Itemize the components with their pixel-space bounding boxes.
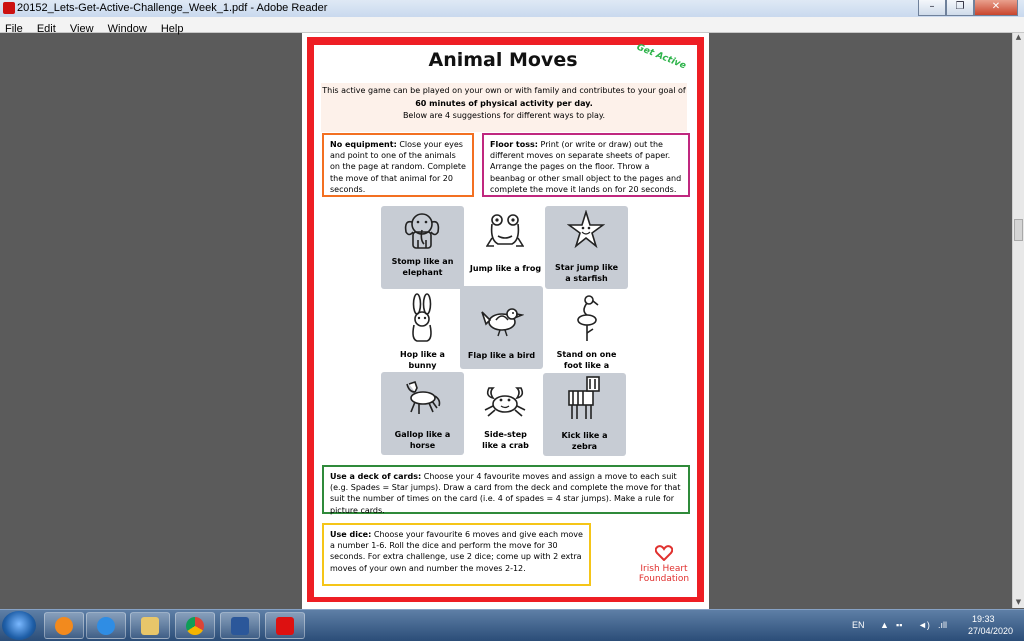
restore-button[interactable]: ❐ <box>946 0 974 16</box>
dice-label: Use dice: <box>330 530 372 539</box>
animal-label-line1: Stomp like an <box>391 257 454 266</box>
animal-label-line1: Gallop like a <box>394 430 451 439</box>
minimize-button[interactable]: – <box>918 0 946 16</box>
animal-card-bunny <box>381 289 464 372</box>
animal-label-line2: a starfish <box>565 274 608 283</box>
animal-label-line1: Hop like a <box>400 350 445 359</box>
animal-label-line2: zebra <box>571 442 598 451</box>
irish-heart-logo <box>636 545 692 584</box>
frog-icon <box>486 210 524 252</box>
scroll-down-icon[interactable]: ▼ <box>1015 598 1022 606</box>
floor-toss-box <box>482 133 690 197</box>
dice-box <box>322 523 591 586</box>
scroll-up-icon[interactable]: ▲ <box>1015 33 1022 41</box>
animal-card-zebra <box>543 373 626 456</box>
tray-expand-icon[interactable]: ▲ <box>880 620 889 630</box>
dice-text: Choose your favourite 6 moves and give each move a number 1-6. Roll the dice and perform the move for 30 seconds. For extra challenge, use 2 dice; come up with 2 extra moves of your own and number the moves 2-12. <box>330 530 583 573</box>
menu-bar <box>0 17 1024 33</box>
crab-icon <box>483 380 527 420</box>
signal-icon[interactable]: .ıll <box>938 620 947 630</box>
language-indicator[interactable]: EN <box>852 620 865 630</box>
get-active-tag: Get Active <box>635 42 688 72</box>
bunny-icon <box>403 293 441 343</box>
animal-label-line2: bunny <box>408 361 437 370</box>
animal-card-elephant <box>381 206 464 289</box>
media-player-icon <box>55 617 73 635</box>
intro-panel <box>321 83 687 132</box>
animal-label-line2: elephant <box>402 268 443 277</box>
horse-icon <box>401 378 443 420</box>
page-title: Animal Moves <box>428 49 578 71</box>
intro-line-1: This active game can be played on your own or with family and contributes to your goal of <box>322 86 686 95</box>
animal-label-line1: Side-step <box>484 430 527 439</box>
scroll-thumb[interactable] <box>1014 219 1023 241</box>
animal-card-frog <box>464 206 547 289</box>
menu-file[interactable]: File <box>5 23 23 35</box>
logo-line-1: Irish Heart <box>640 564 688 574</box>
zebra-icon <box>563 375 605 421</box>
animal-label-line1: Jump like a frog <box>469 264 542 273</box>
floor-toss-label: Floor toss: <box>490 140 538 149</box>
taskbar-adobe-reader[interactable] <box>265 612 305 639</box>
intro-line-3: Below are 4 suggestions for different ways to play. <box>402 111 606 120</box>
window-controls <box>918 0 1018 16</box>
window-title: 20152_Lets-Get-Active-Challenge_Week_1.pdf - Adobe Reader <box>17 2 328 14</box>
animal-label-line1: Stand on one <box>556 350 617 359</box>
clock-time[interactable]: 19:33 <box>972 614 995 624</box>
adobe-reader-icon <box>276 617 294 635</box>
animal-label-line2: horse <box>409 441 436 450</box>
deck-of-cards-box <box>322 465 690 514</box>
animal-label-line2: foot like a <box>563 361 610 370</box>
bird-icon <box>480 300 524 340</box>
no-equipment-label: No equipment: <box>330 140 397 149</box>
menu-edit[interactable]: Edit <box>36 23 56 35</box>
start-button[interactable] <box>2 611 36 640</box>
taskbar-file-explorer[interactable] <box>130 612 170 639</box>
animal-card-flamingo <box>545 289 628 372</box>
menu-window[interactable]: Window <box>107 23 147 35</box>
flamingo-icon <box>567 293 605 343</box>
animal-card-horse <box>381 372 464 455</box>
chrome-icon <box>186 617 204 635</box>
floor-toss-text: Print (or write or draw) out the different moves on separate sheets of paper. Arrange the pages on the floor. Throw a beanbag or other small object to the pages and complete the move it lands on for 20 seconds. <box>490 140 682 194</box>
network-icon[interactable]: ▪▪ <box>896 620 903 630</box>
heart-icon <box>655 545 673 561</box>
animal-card-crab <box>464 372 547 455</box>
deck-of-cards-label: Use a deck of cards: <box>330 472 422 481</box>
pdf-page <box>302 33 709 609</box>
system-tray <box>834 610 1024 641</box>
intro-line-2: 60 minutes of physical activity per day. <box>415 98 593 108</box>
internet-explorer-icon <box>97 617 115 635</box>
clock-date[interactable]: 27/04/2020 <box>968 626 1014 636</box>
adobe-reader-icon <box>3 2 15 14</box>
vertical-scrollbar[interactable] <box>1012 33 1024 608</box>
animal-label-line1: Star jump like <box>554 263 618 272</box>
animal-card-bird <box>460 286 543 369</box>
volume-icon[interactable]: ◄) <box>918 620 930 630</box>
animal-label-line1: Kick like a <box>561 431 608 440</box>
folder-icon <box>141 617 159 635</box>
elephant-icon <box>403 210 441 252</box>
taskbar-internet-explorer[interactable] <box>86 612 126 639</box>
logo-line-2: Foundation <box>638 574 690 584</box>
taskbar-media-player[interactable] <box>44 612 84 639</box>
animal-label-line1: Flap like a bird <box>467 351 536 360</box>
window-titlebar[interactable] <box>0 0 1024 18</box>
menu-help[interactable]: Help <box>160 23 184 35</box>
starfish-icon <box>567 210 605 252</box>
animal-label-line2: like a crab <box>482 441 529 450</box>
animal-card-starfish <box>545 206 628 289</box>
word-icon <box>231 617 249 635</box>
no-equipment-box <box>322 133 474 197</box>
close-button[interactable]: ✕ <box>974 0 1018 16</box>
taskbar-word[interactable] <box>220 612 260 639</box>
taskbar-chrome[interactable] <box>175 612 215 639</box>
no-equipment-text: Close your eyes and point to one of the animals on the page at random. Complete the move of that animal for 20 seconds. <box>330 140 466 194</box>
taskbar <box>0 609 1024 641</box>
deck-of-cards-text: Choose your 4 favourite moves and assign a move to each suit (e.g. Spades = Star jumps). Draw a card from the deck and complete the move for that suit the number of times on the card (i.e. 4 of spades = 4 star jumps). Make a rule for picture cards. <box>330 472 681 515</box>
menu-view[interactable]: View <box>69 23 94 35</box>
